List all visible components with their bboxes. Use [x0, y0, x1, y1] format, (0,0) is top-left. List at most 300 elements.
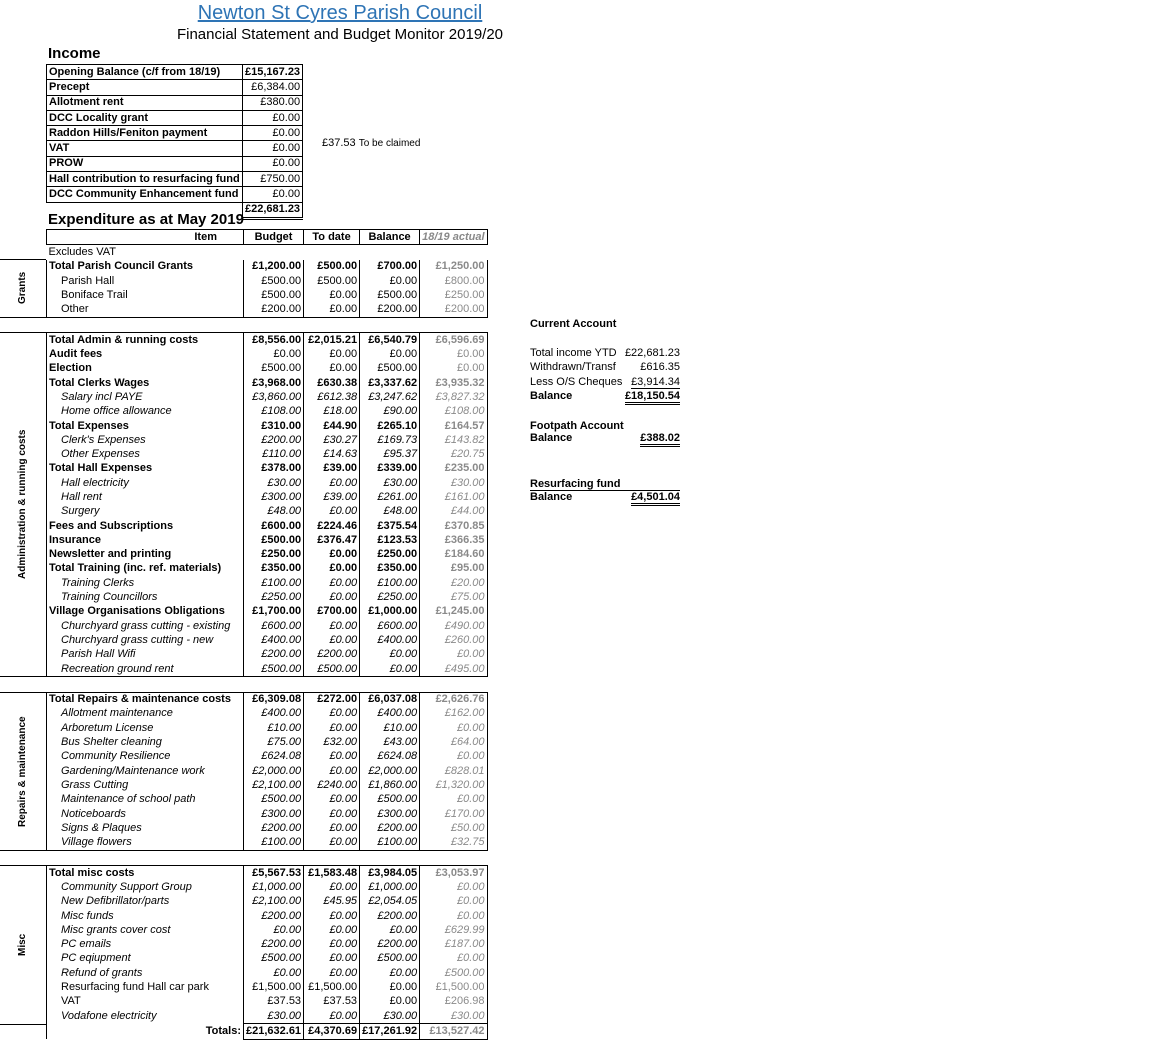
cell-actual: £30.00 [420, 1009, 487, 1024]
expenditure-row [47, 923, 488, 937]
income-value: £0.00 [243, 187, 303, 202]
section-gap [47, 317, 488, 332]
item-label: Newsletter and printing [47, 548, 244, 562]
item-label: Training Clerks [47, 576, 244, 590]
current-balance-row [530, 390, 680, 404]
cell-budget: £2,000.00 [244, 764, 304, 778]
item-label: Recreation ground rent [47, 662, 244, 677]
cell-balance: £200.00 [360, 909, 420, 923]
cell-to-date: £0.00 [304, 548, 360, 562]
expenditure-row [47, 938, 488, 952]
cell-budget: £500.00 [244, 288, 304, 302]
income-row [47, 95, 303, 110]
footpath-balance-label: Balance [530, 432, 573, 444]
cell-balance: £90.00 [360, 405, 420, 419]
cell-budget: £200.00 [244, 821, 304, 835]
income-value: £380.00 [243, 95, 303, 110]
cell-balance: £500.00 [360, 288, 420, 302]
cell-actual: £32.75 [420, 835, 487, 850]
resurfacing-fund-panel [530, 478, 680, 505]
item-label: Community Resilience [47, 750, 244, 764]
footpath-balance-value: £388.02 [640, 432, 680, 447]
cell-to-date: £0.00 [304, 807, 360, 821]
cell-budget: £200.00 [244, 938, 304, 952]
cell-actual: £0.00 [420, 880, 487, 894]
cell-budget: £0.00 [244, 966, 304, 980]
cell-balance: £375.54 [360, 519, 420, 533]
gap-cell [47, 850, 244, 865]
expenditure-row [47, 288, 488, 302]
cell-balance: £300.00 [360, 807, 420, 821]
income-label: Hall contribution to resurfacing fund [47, 172, 243, 187]
cell-actual: £366.35 [420, 533, 487, 547]
cell-balance: £30.00 [360, 476, 420, 490]
item-label: Total Admin & running costs [47, 333, 244, 348]
cell-actual: £370.85 [420, 519, 487, 533]
cell-budget: £3,968.00 [244, 376, 304, 390]
cell-budget: £250.00 [244, 548, 304, 562]
item-label: Allotment maintenance [47, 707, 244, 721]
cell-budget: £6,309.08 [244, 692, 304, 707]
cell-to-date: £500.00 [304, 662, 360, 677]
expenditure-row [47, 447, 488, 461]
item-label: Misc grants cover cost [47, 923, 244, 937]
column-header: To date [304, 230, 360, 245]
gap-cell [47, 677, 244, 692]
gap-cell [47, 317, 244, 332]
expenditure-header-row [47, 230, 488, 245]
cell-budget: £500.00 [244, 952, 304, 966]
cell-to-date: £0.00 [304, 966, 360, 980]
cell-to-date: £0.00 [304, 590, 360, 604]
gap-cell [304, 850, 360, 865]
item-label: Misc funds [47, 909, 244, 923]
cell-budget: £10.00 [244, 721, 304, 735]
income-row [47, 110, 303, 125]
expenditure-row [47, 1009, 488, 1024]
cell-budget: £75.00 [244, 735, 304, 749]
expenditure-row [47, 376, 488, 390]
resurfacing-balance-value: £4,501.04 [631, 491, 680, 506]
cell-budget: £300.00 [244, 490, 304, 504]
income-row [47, 187, 303, 202]
item-label: Churchyard grass cutting - new [47, 633, 244, 647]
cell-budget: £37.53 [244, 995, 304, 1009]
cell-to-date: £0.00 [304, 793, 360, 807]
expenditure-row [47, 274, 488, 288]
cell-actual: £828.01 [420, 764, 487, 778]
cell-actual: £0.00 [420, 952, 487, 966]
item-label: Total Parish Council Grants [47, 260, 244, 274]
cell-actual: £495.00 [420, 662, 487, 677]
cell-balance: £0.00 [360, 648, 420, 662]
cell-budget: £30.00 [244, 1009, 304, 1024]
cell-to-date: £500.00 [304, 260, 360, 274]
item-label: Parish Hall [47, 274, 244, 288]
cell-to-date: £0.00 [304, 938, 360, 952]
cell-balance: £6,540.79 [360, 333, 420, 348]
cell-budget: £100.00 [244, 835, 304, 850]
expenditure-row [47, 505, 488, 519]
income-label: Allotment rent [47, 95, 243, 110]
income-label: Raddon Hills/Feniton payment [47, 126, 243, 141]
cell-balance: £100.00 [360, 576, 420, 590]
item-label: Training Councillors [47, 590, 244, 604]
cell-budget: £250.00 [244, 590, 304, 604]
item-label: Total misc costs [47, 866, 244, 881]
cell-to-date: £18.00 [304, 405, 360, 419]
income-row [47, 80, 303, 95]
cell-budget: £2,100.00 [244, 778, 304, 792]
cell-balance: £3,337.62 [360, 376, 420, 390]
expenditure-row [47, 807, 488, 821]
cell-budget: £378.00 [244, 462, 304, 476]
cell-balance: £30.00 [360, 1009, 420, 1024]
income-value: £0.00 [243, 110, 303, 125]
item-label: Total Clerks Wages [47, 376, 244, 390]
cell-actual: £184.60 [420, 548, 487, 562]
cell-actual: £1,245.00 [420, 605, 487, 619]
cell-balance: £700.00 [360, 260, 420, 274]
cell-to-date: £1,583.48 [304, 866, 360, 881]
item-label: Total Training (inc. ref. materials) [47, 562, 244, 576]
cell-to-date: £39.00 [304, 490, 360, 504]
cell-budget: £600.00 [244, 519, 304, 533]
cell-balance: £10.00 [360, 721, 420, 735]
cell-balance: £250.00 [360, 548, 420, 562]
cell-budget: £0.00 [244, 923, 304, 937]
item-label: Surgery [47, 505, 244, 519]
cell-balance: £0.00 [360, 347, 420, 361]
item-label: Signs & Plaques [47, 821, 244, 835]
cell-budget: £1,000.00 [244, 880, 304, 894]
resurfacing-fund-title: Resurfacing fund [530, 478, 621, 490]
section-divider-line [0, 1024, 46, 1025]
cell-actual: £44.00 [420, 505, 487, 519]
resurfacing-balance-label: Balance [530, 491, 573, 503]
cell-actual: £164.57 [420, 419, 487, 433]
item-label: Churchyard grass cutting - existing [47, 619, 244, 633]
cell-actual: £629.99 [420, 923, 487, 937]
cell-actual: £30.00 [420, 476, 487, 490]
item-label: Community Support Group [47, 880, 244, 894]
current-balance-label: Balance [530, 390, 573, 402]
expenditure-row [47, 880, 488, 894]
section-gap [47, 850, 488, 865]
section-divider-line [0, 332, 46, 333]
cell-actual: £50.00 [420, 821, 487, 835]
cell-to-date: £500.00 [304, 274, 360, 288]
item-label: Village Organisations Obligations [47, 605, 244, 619]
cell-actual: £490.00 [420, 619, 487, 633]
cell-balance: £0.00 [360, 923, 420, 937]
totals-budget: £21,632.61 [244, 1024, 304, 1039]
cell-budget: £500.00 [244, 662, 304, 677]
expenditure-row [47, 419, 488, 433]
expenditure-row [47, 605, 488, 619]
cell-actual: £3,053.97 [420, 866, 487, 881]
item-label: Refund of grants [47, 966, 244, 980]
item-label: Village flowers [47, 835, 244, 850]
cell-budget: £624.08 [244, 750, 304, 764]
item-label: Other Expenses [47, 447, 244, 461]
totals-label: Totals: [47, 1024, 244, 1039]
gap-cell [420, 677, 487, 692]
cell-to-date: £0.00 [304, 505, 360, 519]
item-label: Gardening/Maintenance work [47, 764, 244, 778]
cell-to-date: £0.00 [304, 288, 360, 302]
cell-to-date: £272.00 [304, 692, 360, 707]
cell-actual: £1,250.00 [420, 260, 487, 274]
cell-budget: £200.00 [244, 648, 304, 662]
item-label: Total Expenses [47, 419, 244, 433]
current-account-label: Total income YTD [530, 347, 617, 359]
excludes-vat-note: Excludes VAT [48, 245, 116, 258]
current-account-panel [530, 318, 680, 330]
expenditure-row [47, 405, 488, 419]
expenditure-row [47, 895, 488, 909]
cell-balance: £2,000.00 [360, 764, 420, 778]
cell-balance: £6,037.08 [360, 692, 420, 707]
item-label: Other [47, 302, 244, 317]
cell-to-date: £0.00 [304, 750, 360, 764]
cell-to-date: £0.00 [304, 619, 360, 633]
cell-budget: £1,700.00 [244, 605, 304, 619]
cell-actual: £0.00 [420, 362, 487, 376]
item-label: Insurance [47, 533, 244, 547]
expenditure-row [47, 980, 488, 994]
cell-budget: £48.00 [244, 505, 304, 519]
gap-cell [304, 317, 360, 332]
income-table [46, 64, 303, 220]
cell-to-date: £612.38 [304, 390, 360, 404]
cell-budget: £5,567.53 [244, 866, 304, 881]
item-label: Arboretum License [47, 721, 244, 735]
cell-to-date: £0.00 [304, 721, 360, 735]
item-label: Fees and Subscriptions [47, 519, 244, 533]
cell-balance: £1,000.00 [360, 880, 420, 894]
cell-to-date: £32.00 [304, 735, 360, 749]
cell-to-date: £0.00 [304, 302, 360, 317]
cell-balance: £3,984.05 [360, 866, 420, 881]
cell-to-date: £0.00 [304, 476, 360, 490]
income-label: Opening Balance (c/f from 18/19) [47, 65, 243, 80]
cell-balance: £400.00 [360, 707, 420, 721]
income-total-value: £22,681.23 [243, 202, 303, 218]
cell-balance: £2,054.05 [360, 895, 420, 909]
gap-cell [244, 850, 304, 865]
income-row [47, 65, 303, 80]
cell-to-date: £0.00 [304, 909, 360, 923]
expenditure-row [47, 476, 488, 490]
cell-balance: £1,000.00 [360, 605, 420, 619]
expenditure-row [47, 793, 488, 807]
current-account-label: Withdrawn/Transf [530, 361, 616, 374]
cell-to-date: £0.00 [304, 362, 360, 376]
current-account-row [530, 361, 680, 375]
expenditure-row [47, 707, 488, 721]
item-label: Hall electricity [47, 476, 244, 490]
item-label: Resurfacing fund Hall car park [47, 980, 244, 994]
cell-budget: £1,500.00 [244, 980, 304, 994]
cell-actual: £161.00 [420, 490, 487, 504]
item-label: Noticeboards [47, 807, 244, 821]
item-label: Boniface Trail [47, 288, 244, 302]
income-value: £0.00 [243, 156, 303, 171]
cell-balance: £200.00 [360, 302, 420, 317]
section-divider-line [0, 259, 46, 260]
income-value: £0.00 [243, 141, 303, 156]
section-side-label: Misc [17, 933, 28, 956]
expenditure-row [47, 952, 488, 966]
vat-claim-amount: £37.53 [322, 137, 356, 149]
cell-actual: £187.00 [420, 938, 487, 952]
section-divider-line [0, 317, 46, 318]
cell-balance: £200.00 [360, 938, 420, 952]
current-account-title: Current Account [530, 318, 617, 330]
expenditure-heading: Expenditure as at May 2019 [48, 211, 244, 228]
cell-balance: £350.00 [360, 562, 420, 576]
income-label: DCC Locality grant [47, 110, 243, 125]
cell-actual: £162.00 [420, 707, 487, 721]
cell-actual: £206.98 [420, 995, 487, 1009]
cell-actual: £250.00 [420, 288, 487, 302]
cell-budget: £30.00 [244, 476, 304, 490]
footpath-account-panel [530, 420, 680, 446]
cell-to-date: £376.47 [304, 533, 360, 547]
cell-budget: £400.00 [244, 633, 304, 647]
cell-actual: £108.00 [420, 405, 487, 419]
expenditure-row [47, 995, 488, 1009]
cell-balance: £123.53 [360, 533, 420, 547]
cell-actual: £500.00 [420, 966, 487, 980]
cell-to-date: £630.38 [304, 376, 360, 390]
gap-cell [304, 677, 360, 692]
cell-balance: £500.00 [360, 362, 420, 376]
item-label: Grass Cutting [47, 778, 244, 792]
column-header: 18/19 actual [420, 230, 487, 245]
expenditure-row [47, 433, 488, 447]
cell-budget: £500.00 [244, 274, 304, 288]
expenditure-row [47, 633, 488, 647]
cell-to-date: £37.53 [304, 995, 360, 1009]
cell-balance: £265.10 [360, 419, 420, 433]
cell-balance: £3,247.62 [360, 390, 420, 404]
cell-to-date: £0.00 [304, 347, 360, 361]
expenditure-table [46, 229, 488, 1040]
totals-balance: £17,261.92 [360, 1024, 420, 1039]
cell-balance: £600.00 [360, 619, 420, 633]
item-label: PC emails [47, 938, 244, 952]
gap-cell [244, 677, 304, 692]
cell-balance: £250.00 [360, 590, 420, 604]
expenditure-row [47, 648, 488, 662]
income-label: VAT [47, 141, 243, 156]
column-header: Budget [244, 230, 304, 245]
current-account-value: £22,681.23 [624, 347, 680, 359]
cell-to-date: £45.95 [304, 895, 360, 909]
income-value: £6,384.00 [243, 80, 303, 95]
cell-budget: £8,556.00 [244, 333, 304, 348]
expenditure-row [47, 490, 488, 504]
item-label: Salary incl PAYE [47, 390, 244, 404]
expenditure-row [47, 778, 488, 792]
cell-budget: £350.00 [244, 562, 304, 576]
cell-balance: £100.00 [360, 835, 420, 850]
cell-actual: £6,596.69 [420, 333, 487, 348]
cell-balance: £0.00 [360, 995, 420, 1009]
current-account-value: £616.35 [640, 361, 680, 374]
expenditure-row [47, 533, 488, 547]
cell-actual: £0.00 [420, 750, 487, 764]
cell-to-date: £1,500.00 [304, 980, 360, 994]
cell-budget: £300.00 [244, 807, 304, 821]
cell-to-date: £0.00 [304, 576, 360, 590]
cell-actual: £170.00 [420, 807, 487, 821]
cell-to-date: £240.00 [304, 778, 360, 792]
expenditure-row [47, 562, 488, 576]
cell-to-date: £0.00 [304, 562, 360, 576]
cell-balance: £95.37 [360, 447, 420, 461]
section-side-label: Grants [17, 271, 28, 304]
expenditure-row [47, 750, 488, 764]
cell-budget: £200.00 [244, 433, 304, 447]
cell-balance: £500.00 [360, 952, 420, 966]
cell-balance: £0.00 [360, 274, 420, 288]
expenditure-row [47, 821, 488, 835]
expenditure-row [47, 662, 488, 677]
current-balance-value: £18,150.54 [625, 390, 680, 405]
section-gap [47, 677, 488, 692]
item-label: Bus Shelter cleaning [47, 735, 244, 749]
expenditure-row [47, 909, 488, 923]
cell-to-date: £0.00 [304, 952, 360, 966]
cell-to-date: £0.00 [304, 880, 360, 894]
item-label: PC eqiupment [47, 952, 244, 966]
expenditure-row [47, 590, 488, 604]
gap-cell [360, 317, 420, 332]
cell-budget: £110.00 [244, 447, 304, 461]
income-row [47, 172, 303, 187]
cell-to-date: £44.90 [304, 419, 360, 433]
cell-budget: £500.00 [244, 533, 304, 547]
item-label: Home office allowance [47, 405, 244, 419]
totals-to-date: £4,370.69 [304, 1024, 360, 1039]
expenditure-row [47, 721, 488, 735]
expenditure-row [47, 519, 488, 533]
gap-cell [244, 317, 304, 332]
expenditure-row [47, 362, 488, 376]
cell-actual: £260.00 [420, 633, 487, 647]
expenditure-row [47, 619, 488, 633]
expenditure-row [47, 692, 488, 707]
cell-actual: £235.00 [420, 462, 487, 476]
vat-claim-text: To be claimed [358, 138, 421, 149]
item-label: New Defibrillator/parts [47, 895, 244, 909]
cell-balance: £0.00 [360, 966, 420, 980]
cell-actual: £0.00 [420, 648, 487, 662]
cell-balance: £0.00 [360, 980, 420, 994]
item-label: Total Hall Expenses [47, 462, 244, 476]
expenditure-row [47, 347, 488, 361]
cell-actual: £200.00 [420, 302, 487, 317]
expenditure-row [47, 966, 488, 980]
income-label: PROW [47, 156, 243, 171]
gap-cell [420, 317, 487, 332]
item-label: Vodafone electricity [47, 1009, 244, 1024]
cell-actual: £75.00 [420, 590, 487, 604]
cell-budget: £108.00 [244, 405, 304, 419]
